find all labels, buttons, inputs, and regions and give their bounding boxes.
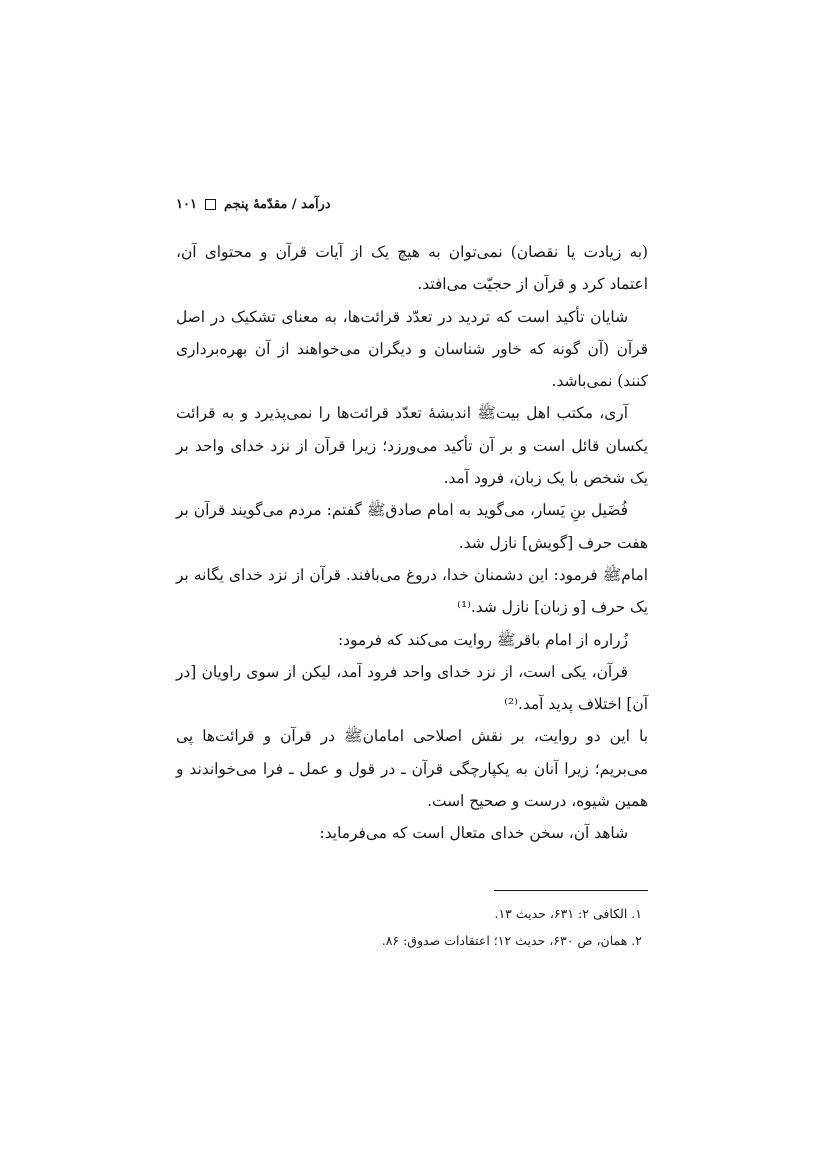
paragraph: با این دو روایت، بر نقش اصلاحی امامان‌ﷺ در قرآن و قرائت‌ها پی می‌بریم؛ زیرا آنان به یکپارچگی قرآن ـ در قول و عمل ـ فرا می‌خواندند و همین شیوه، درست و صحیح است.: [176, 727, 648, 811]
paragraph: قرآن، یکی است، از نزد خدای واحد فرود آمد، لیکن از سوی راویان [در آن] اختلاف پدید آمد.⁽²⁾: [176, 662, 648, 714]
paragraph: (به زیادت یا نقصان) نمی‌توان به هیچ یک از آیات قرآن و محتوای آن، اعتماد کرد و قرآن از حجیّت می‌افتد.: [176, 243, 648, 294]
footnote: ۲. همان، ص ۶۳۰، حدیث ۱۲؛ اعتقادات صدوق: ۸۶.: [381, 933, 642, 948]
running-header: [176, 197, 648, 212]
footnotes: [176, 900, 648, 954]
paragraph: زُراره از امام باقر‌ﷺ روایت می‌کند که فرمود:: [337, 630, 628, 649]
square-bullet-icon: [205, 199, 216, 210]
paragraph: امام‌ﷺ فرمود: این دشمنان خدا، دروغ می‌بافند. قرآن از نزد خدای یگانه بر یک حرف [و زبان] نازل شد.⁽¹⁾: [176, 565, 648, 617]
paragraph: شاهد آن، سخن خدای متعال است که می‌فرماید:: [319, 824, 628, 843]
header-title: درآمد / مقدّمهٔ پنجم: [223, 197, 331, 212]
paragraph: فُضَیل بنِ یَسار، می‌گوید به امام صادق‌ﷺ گفتم: مردم می‌گویند قرآن بر هفت حرف [گویش] نازل شد.: [176, 501, 648, 552]
footnote-divider: [494, 890, 648, 891]
footnote: ۱. الکافی ۲: ۶۳۱، حدیث ۱۳.: [494, 906, 642, 921]
paragraph: شایان تأکید است که تردید در تعدّد قرائت‌ها، به معنای تشکیک در اصل قرآن (آن گونه که خاور شناسان و دیگران می‌خواهند از آن بهره‌برداری کنند) نمی‌باشد.: [176, 307, 648, 391]
paragraph: آری، مکتب اهل بیت‌ﷺ اندیشهٔ تعدّد قرائت‌ها را نمی‌پذیرد و به قرائت یکسان قائل است و بر آن تأکید می‌ورزد؛ زیرا قرآن از نزد خدای واحد بر یک شخص با یک زبان، فرود آمد.: [176, 404, 648, 488]
body-text: [176, 236, 648, 850]
page-number: ۱۰۱: [176, 197, 197, 212]
